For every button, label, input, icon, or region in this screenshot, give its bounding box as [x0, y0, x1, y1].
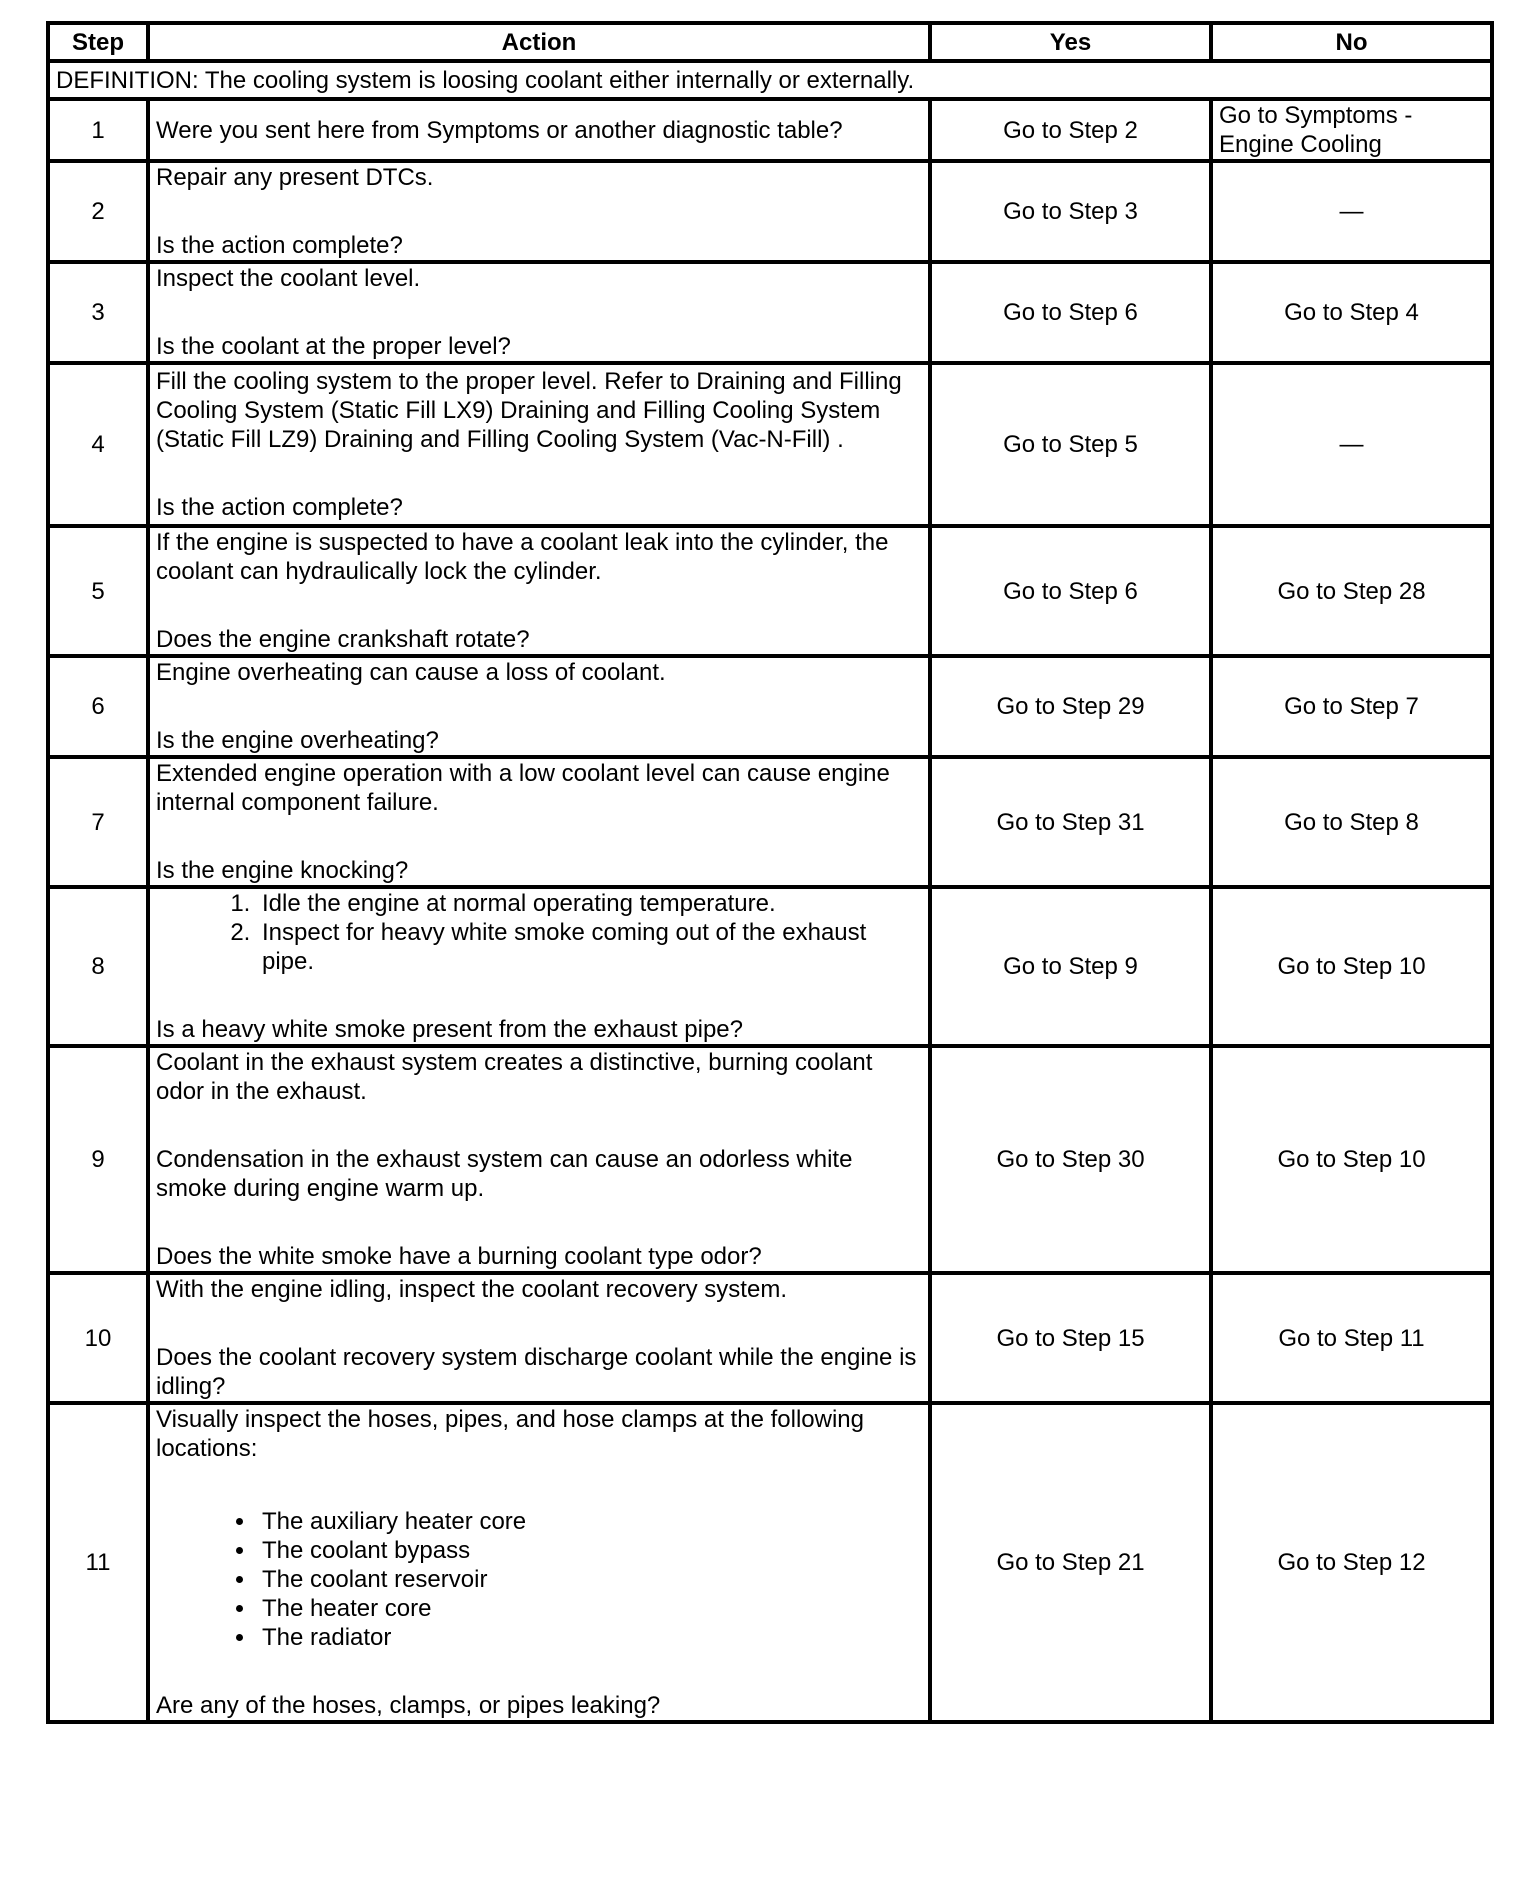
list-item: • The heater core — [257, 1594, 922, 1623]
step-number: 1 — [48, 99, 148, 161]
no-cell: Go to Symptoms - Engine Cooling — [1211, 99, 1492, 161]
no-cell: Go to Step 12 — [1211, 1403, 1492, 1722]
action-cell — [148, 1273, 930, 1403]
table-row — [48, 656, 1492, 757]
action-text: Extended engine operation with a low coolant level can cause engine internal component failure. — [156, 760, 890, 816]
no-cell: — — [1211, 161, 1492, 262]
action-text: If the engine is suspected to have a coolant leak into the cylinder, the coolant can hydraulically lock the cylinder. — [156, 529, 889, 585]
no-cell: Go to Step 28 — [1211, 526, 1492, 656]
procedure-list — [156, 889, 922, 976]
definition-text: DEFINITION: The cooling system is loosing coolant either internally or externally. — [48, 61, 1492, 99]
yes-cell: Go to Step 30 — [930, 1046, 1211, 1273]
action-text-2: Condensation in the exhaust system can cause an odorless white smoke during engine warm up. — [156, 1146, 853, 1202]
action-cell — [148, 262, 930, 363]
action-text: Inspect the coolant level. — [156, 265, 421, 292]
yes-cell: Go to Step 3 — [930, 161, 1211, 262]
list-item: 2. Inspect for heavy white smoke coming out of the exhaust pipe. — [257, 918, 922, 976]
header-action: Action — [148, 23, 930, 61]
action-question: Is the action complete? — [156, 232, 403, 259]
header-step: Step — [48, 23, 148, 61]
yes-cell: Go to Step 9 — [930, 887, 1211, 1046]
yes-cell: Go to Step 15 — [930, 1273, 1211, 1403]
yes-cell: Go to Step 5 — [930, 363, 1211, 526]
action-text: Coolant in the exhaust system creates a distinctive, burning coolant odor in the exhaust. — [156, 1049, 873, 1105]
list-item: • The radiator — [257, 1623, 922, 1652]
table-row — [48, 1273, 1492, 1403]
table-row — [48, 757, 1492, 887]
no-cell: Go to Step 4 — [1211, 262, 1492, 363]
step-number: 3 — [48, 262, 148, 363]
action-cell — [148, 656, 930, 757]
action-text: Were you sent here from Symptoms or another diagnostic table? — [156, 116, 843, 144]
list-item: • The auxiliary heater core — [257, 1507, 922, 1536]
list-item: • The coolant bypass — [257, 1536, 922, 1565]
table-row — [48, 99, 1492, 161]
yes-cell: Go to Step 21 — [930, 1403, 1211, 1722]
step-number: 8 — [48, 887, 148, 1046]
yes-cell: Go to Step 6 — [930, 262, 1211, 363]
header-no: No — [1211, 23, 1492, 61]
step-number: 7 — [48, 757, 148, 887]
step-number: 11 — [48, 1403, 148, 1722]
no-cell: Go to Step 10 — [1211, 887, 1492, 1046]
action-question: Is the engine knocking? — [156, 857, 409, 884]
action-question: Is a heavy white smoke present from the exhaust pipe? — [156, 1016, 743, 1043]
yes-cell: Go to Step 2 — [930, 99, 1211, 161]
list-item: 1. Idle the engine at normal operating temperature. — [257, 889, 922, 918]
header-row — [48, 23, 1492, 61]
action-question: Does the coolant recovery system discharge coolant while the engine is idling? — [156, 1344, 917, 1400]
diagnostic-table — [46, 21, 1494, 1724]
list-item: • The coolant reservoir — [257, 1565, 922, 1594]
action-cell — [148, 99, 930, 161]
action-cell — [148, 363, 930, 526]
action-question: Is the action complete? — [156, 494, 403, 521]
no-cell: Go to Step 10 — [1211, 1046, 1492, 1273]
step-number: 9 — [48, 1046, 148, 1273]
no-cell: — — [1211, 363, 1492, 526]
action-text: Repair any present DTCs. — [156, 164, 434, 191]
yes-cell: Go to Step 6 — [930, 526, 1211, 656]
no-cell: Go to Step 8 — [1211, 757, 1492, 887]
table-row — [48, 161, 1492, 262]
action-question: Does the engine crankshaft rotate? — [156, 626, 530, 653]
no-cell: Go to Step 11 — [1211, 1273, 1492, 1403]
action-cell — [148, 887, 930, 1046]
action-question: Is the coolant at the proper level? — [156, 333, 511, 360]
action-question: Is the engine overheating? — [156, 727, 439, 754]
action-cell — [148, 757, 930, 887]
action-text: Visually inspect the hoses, pipes, and hose clamps at the following locations: — [156, 1406, 864, 1462]
yes-cell: Go to Step 31 — [930, 757, 1211, 887]
action-cell — [148, 1046, 930, 1273]
step-number: 6 — [48, 656, 148, 757]
action-cell — [148, 526, 930, 656]
action-text: Fill the cooling system to the proper level. Refer to Draining and Filling Cooling System (Static Fill LX9) Draining and Filling Cooling System (Static Fill LZ9) Draining and Filling Cooling System (Vac-N-Fill) . — [156, 368, 902, 453]
action-text: Engine overheating can cause a loss of coolant. — [156, 659, 666, 686]
location-list — [156, 1507, 922, 1652]
action-text: With the engine idling, inspect the coolant recovery system. — [156, 1276, 787, 1303]
step-number: 4 — [48, 363, 148, 526]
step-number: 5 — [48, 526, 148, 656]
table-row — [48, 526, 1492, 656]
action-question: Are any of the hoses, clamps, or pipes leaking? — [156, 1692, 661, 1719]
step-number: 2 — [48, 161, 148, 262]
table-row — [48, 1403, 1492, 1722]
header-yes: Yes — [930, 23, 1211, 61]
definition-row — [48, 61, 1492, 99]
step-number: 10 — [48, 1273, 148, 1403]
table-row — [48, 1046, 1492, 1273]
action-cell — [148, 161, 930, 262]
table-row — [48, 363, 1492, 526]
no-cell: Go to Step 7 — [1211, 656, 1492, 757]
action-question: Does the white smoke have a burning coolant type odor? — [156, 1243, 762, 1270]
action-cell — [148, 1403, 930, 1722]
table-row — [48, 262, 1492, 363]
table-row — [48, 887, 1492, 1046]
yes-cell: Go to Step 29 — [930, 656, 1211, 757]
